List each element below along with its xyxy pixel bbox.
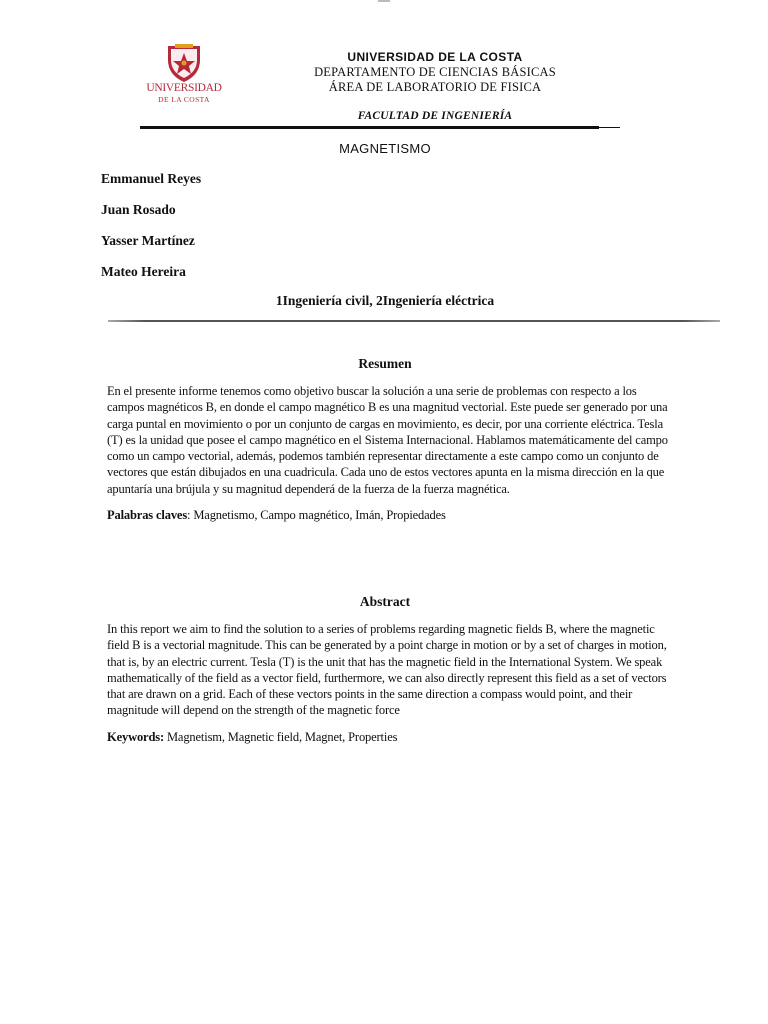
faculty-name: FACULTAD DE INGENIERÍA [357, 110, 513, 122]
keywords-list: Magnetism, Magnetic field, Magnet, Properties [163, 730, 398, 744]
abstract-line: that is, by an electric current. Tesla (T) is the unit that has the magnetic field in the International System. We speak [107, 654, 663, 669]
resumen-keywords [107, 508, 747, 523]
header-rule [140, 126, 599, 129]
university-crest-icon [144, 42, 224, 84]
department-name: DEPARTAMENTO DE CIENCIAS BÁSICAS [314, 65, 556, 79]
header-rule-tail [599, 127, 620, 128]
resumen-heading: Resumen [358, 356, 412, 371]
abstract-line: In this report we aim to find the solution to a series of problems regarding magnetic fields B, where the magnetic [107, 622, 655, 636]
document-title: MAGNETISMO [339, 141, 431, 156]
resumen-line: campos magnéticos B, en donde el campo magnético B es una magnitud vectorial. Este puede ser generado por una [107, 400, 668, 415]
abstract-paragraph [107, 621, 747, 719]
abstract-line: field B is a vectorial magnitude. This can be generated by a point charge in motion or by a set of charges in motion, [107, 638, 667, 653]
resumen-line: carga puntal en movimiento o por un conjunto de cargas en movimiento, es decir, por una corriente eléctrica. Tesla [107, 416, 663, 431]
keywords-list: : Magnetismo, Campo magnético, Imán, Propiedades [187, 508, 446, 522]
author-name: Emmanuel Reyes [101, 171, 202, 186]
abstract-line: mathematically of the field as a vector field, furthermore, we can also directly represent this field as a set of vectors [107, 670, 667, 685]
resumen-line: como un campo vectorial, además, podemos también representar directamente a este campo como un conjunto de [107, 449, 659, 464]
university-logo [144, 42, 224, 108]
resumen-paragraph [107, 383, 747, 497]
page-top-mark [378, 0, 390, 2]
area-name: ÁREA DE LABORATORIO DE FISICA [328, 80, 542, 94]
resumen-line: vectores que están dibujados en una cuadricula. Cada uno de estos vectores apunta en la misma dirección en la que [107, 465, 665, 480]
logo-text-de-la-costa: DE LA COSTA [158, 95, 210, 104]
abstract-line: that are drawn on a grid. Each of these vectors points in the same direction a compass would point, and their [107, 687, 633, 702]
section-divider [108, 320, 720, 322]
resumen-line: apuntaría una brújula y su magnitud dependerá de la fuerza de la fuerza magnética. [107, 481, 510, 496]
author-name: Juan Rosado [101, 202, 176, 217]
author-name: Yasser Martínez [101, 233, 195, 248]
abstract-heading: Abstract [359, 594, 411, 609]
logo-text-university: UNIVERSIDAD [146, 82, 222, 94]
author-name: Mateo Hereira [101, 264, 186, 279]
keywords-label: Keywords: [107, 730, 164, 744]
university-name: UNIVERSIDAD DE LA COSTA [347, 50, 523, 64]
affiliations: 1Ingeniería civil, 2Ingeniería eléctrica [275, 293, 495, 308]
keywords-label: Palabras claves [107, 508, 188, 522]
abstract-keywords [107, 730, 747, 745]
abstract-line: magnitude will depend on the strength of the magnetic force [107, 703, 400, 718]
resumen-line: (T) es la unidad que posee el campo magnético en el Sistema Internacional. Hablamos matemáticamente del campo [107, 432, 668, 447]
resumen-line: En el presente informe tenemos como objetivo buscar la solución a una serie de problemas con respecto a los [107, 384, 637, 398]
